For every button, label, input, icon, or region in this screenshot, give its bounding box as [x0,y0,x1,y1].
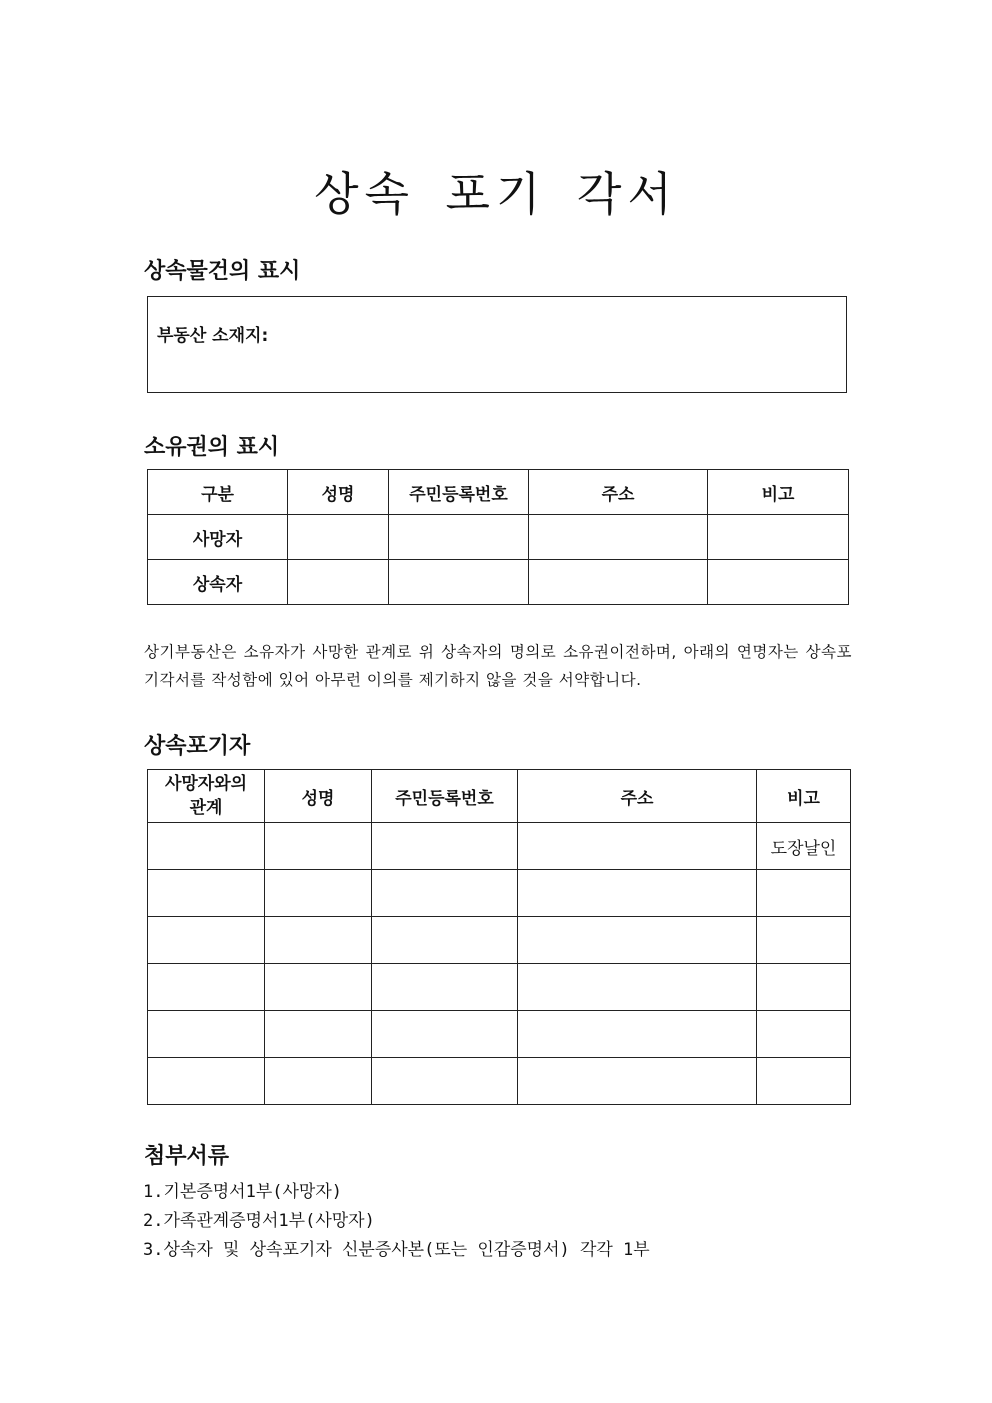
table-cell[interactable] [518,823,757,870]
table-row [148,870,851,917]
table-cell[interactable] [518,1058,757,1105]
table-cell[interactable] [389,560,529,605]
ownership-section-heading: 소유권의 표시 [144,435,280,460]
renouncer-col-address: 주소 [518,770,757,823]
ownership-row-heir [148,560,849,605]
table-cell[interactable] [288,560,389,605]
property-location-box [147,296,847,393]
table-cell[interactable] [708,560,849,605]
table-cell[interactable] [265,1058,372,1105]
ownership-row-deceased [148,515,849,560]
ownership-col-address: 주소 [529,470,708,515]
document-title: 상속 포기 각서 [314,167,678,221]
renouncer-col-id-number: 주민등록번호 [372,770,518,823]
ownership-row-label: 상속자 [148,560,288,605]
renouncer-table [147,769,851,1105]
attachment-item: 1.기본증명서1부(사망자) [143,1182,342,1202]
ownership-row-label: 사망자 [148,515,288,560]
table-cell[interactable] [288,515,389,560]
statement-paragraph: 상기부동산은 소유자가 사망한 관계로 위 상속자의 명의로 소유권이전하며, 아래의 연명자는 상속포기각서를 작성함에 있어 아무런 이의를 제기하지 않을 것을 서약합니다. [144,643,852,689]
table-cell[interactable] [757,1011,851,1058]
table-cell[interactable] [389,515,529,560]
table-cell[interactable] [265,964,372,1011]
table-cell[interactable] [518,917,757,964]
table-cell[interactable] [148,1011,265,1058]
renouncer-col-remarks: 비고 [757,770,851,823]
renouncer-col-name: 성명 [265,770,372,823]
table-cell[interactable] [148,823,265,870]
property-location-label: 부동산 소재지: [157,326,269,346]
ownership-col-name: 성명 [288,470,389,515]
renouncer-header-row [148,770,851,823]
table-cell[interactable] [372,823,518,870]
table-cell[interactable] [757,964,851,1011]
table-row [148,823,851,870]
table-cell[interactable] [757,1058,851,1105]
table-cell[interactable] [757,870,851,917]
table-cell[interactable] [265,823,372,870]
table-row [148,1011,851,1058]
renouncer-section-heading: 상속포기자 [144,734,251,759]
table-cell[interactable] [372,870,518,917]
ownership-col-remarks: 비고 [708,470,849,515]
table-cell[interactable] [265,917,372,964]
table-row [148,917,851,964]
ownership-col-category: 구분 [148,470,288,515]
table-cell[interactable] [148,917,265,964]
table-cell[interactable] [148,1058,265,1105]
table-cell[interactable] [265,1011,372,1058]
ownership-table [147,469,849,605]
table-cell[interactable] [148,964,265,1011]
renouncer-col-relation: 사망자와의 관계 [148,770,265,823]
property-section-heading: 상속물건의 표시 [144,259,301,284]
table-cell[interactable] [518,870,757,917]
table-cell[interactable] [518,1011,757,1058]
table-cell[interactable] [265,870,372,917]
table-cell[interactable] [148,870,265,917]
seal-note: 도장날인 [757,823,851,870]
table-cell[interactable] [518,964,757,1011]
attachment-item: 2.가족관계증명서1부(사망자) [143,1211,375,1231]
table-cell[interactable] [372,1011,518,1058]
attachments-heading: 첨부서류 [144,1144,230,1169]
table-cell[interactable] [529,515,708,560]
table-cell[interactable] [372,1058,518,1105]
table-row [148,964,851,1011]
table-cell[interactable] [372,964,518,1011]
ownership-col-id-number: 주민등록번호 [389,470,529,515]
table-cell[interactable] [757,917,851,964]
table-cell[interactable] [529,560,708,605]
table-cell[interactable] [708,515,849,560]
attachment-item: 3.상속자 및 상속포기자 신분증사본(또는 인감증명서) 각각 1부 [143,1240,650,1260]
table-cell[interactable] [372,917,518,964]
ownership-header-row [148,470,849,515]
table-row [148,1058,851,1105]
